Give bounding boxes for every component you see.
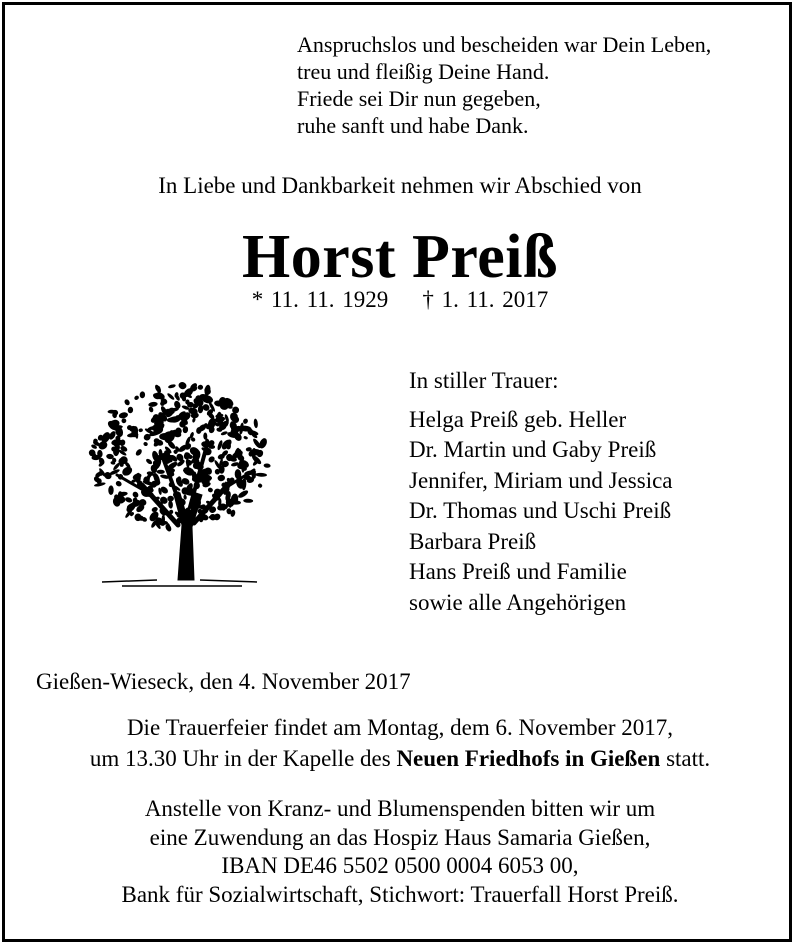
tree-leaf [243,499,253,503]
tree-leaf [217,474,225,481]
tree-leaf [128,407,134,414]
tree-leaf [153,461,157,466]
funeral-service-info [0,712,800,774]
tree-leaf [135,448,143,457]
mourners-heading: In stiller Trauer: [409,368,559,393]
donation-info [0,795,800,909]
poem-line: treu und fleißig Deine Hand. [297,59,550,84]
tree-leaf [148,406,154,413]
tree-leaf [138,428,143,433]
tree-leaf [255,473,267,477]
tree-leaf [220,431,228,436]
donation-line: Bank für Sozialwirtschaft, Stichwort: Trauerfall Horst Preiß. [121,881,679,907]
tree-leaf [207,455,216,464]
tree-leaf [139,391,145,398]
death-symbol: † [422,287,434,312]
tree-leaf [257,483,263,489]
service-line: Die Trauerfeier findet am Montag, dem 6. November 2017, [126,715,674,740]
poem-line: Friede sei Dir nun gegeben, [297,86,541,111]
life-dates [0,286,800,314]
tree-leaf [168,500,173,508]
cemetery-name: Neuen Friedhofs in Gießen [396,746,661,771]
tree-leaf [207,487,213,493]
donation-line: IBAN DE46 5502 0500 0004 6053 00, [221,853,579,878]
service-text: um 13.30 Uhr in der Kapelle des [89,746,397,771]
birth-date: 11. 11. 1929 [271,287,389,312]
tree-leaf [108,485,114,495]
tree-leaf [133,395,139,401]
place-and-date: Gießen-Wieseck, den 4. November 2017 [36,669,411,694]
birth-symbol: * [251,287,264,312]
mourner-name: sowie alle Angehörigen [409,589,627,615]
poem [297,31,711,139]
death-date: 1. 11. 2017 [441,287,549,312]
donation-line: Anstelle von Kranz- und Blumenspenden bitten wir um [144,796,656,821]
service-line [0,743,800,774]
deceased-name: Horst Preiß [241,223,558,291]
mourner-name: Dr. Martin und Gaby Preiß [409,437,657,462]
tree-leaf [253,418,258,428]
mourners-block [409,366,673,618]
tree-leaf [143,441,149,447]
tree-leaf [124,496,133,503]
tree-leaf [243,435,248,439]
mourner-name: Helga Preiß geb. Heller [409,406,627,432]
tree-leaf [123,398,130,406]
tree-leaf [157,470,165,474]
tree-leaf [263,463,270,468]
poem-line: Anspruchslos und bescheiden war Dein Leben, [297,32,712,57]
intro-text: In Liebe und Dankbarkeit nehmen wir Abschied von [158,173,642,198]
tree-leaf [237,489,249,499]
tree-leaf [118,411,128,419]
tree-illustration [82,375,277,590]
tree-leaf [148,401,158,407]
tree-leaf [166,392,175,400]
poem-line: ruhe sanft und habe Dank. [297,113,529,138]
tree-leaf [120,463,124,467]
tree-leaf [177,381,187,391]
mourner-name: Hans Preiß und Familie [409,559,627,584]
tree-leaf [115,480,123,488]
mourner-name: Jennifer, Miriam und Jessica [409,467,673,493]
tree-leaf [145,458,153,465]
tree-leaf [131,491,139,499]
service-text: statt. [660,746,711,771]
tree-leaf [121,417,128,424]
mourner-name: Barbara Preiß [409,528,537,554]
mourner-name: Dr. Thomas und Uschi Preiß [409,498,672,523]
donation-line: eine Zuwendung an das Hospiz Haus Samaria Gießen, [149,824,651,850]
tree-leaf [197,384,203,390]
tree-leaf [168,384,176,389]
